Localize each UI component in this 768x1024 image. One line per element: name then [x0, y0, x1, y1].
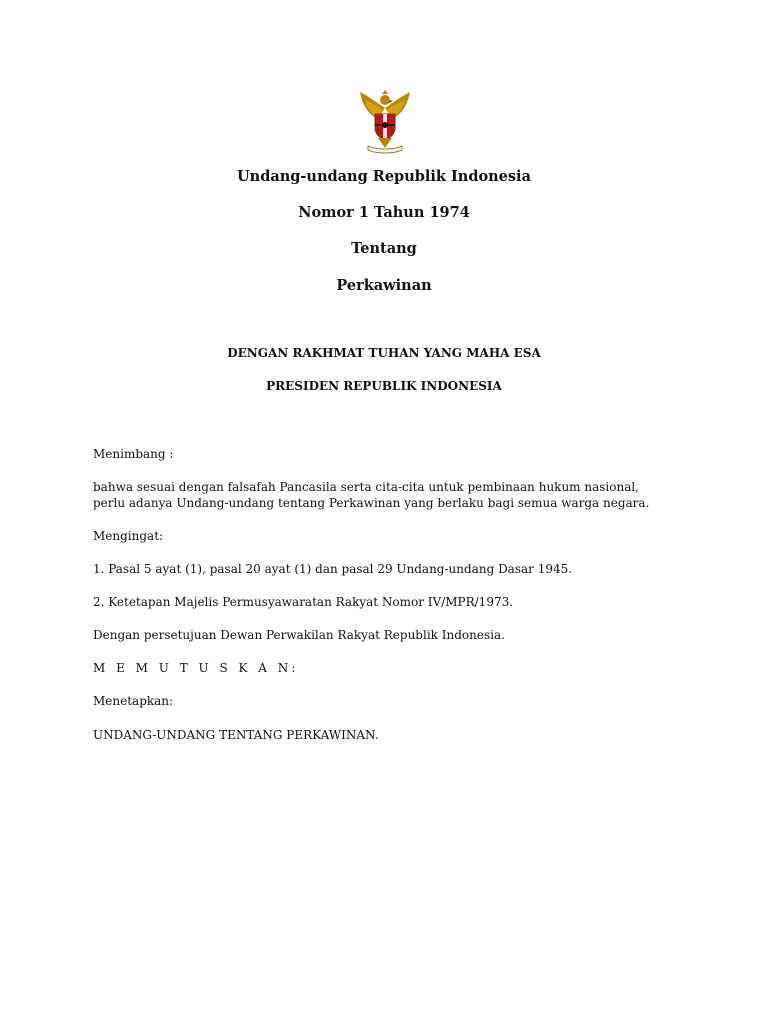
document-title: Undang-undang Republik Indonesia — [237, 168, 531, 185]
menimbang-line-2: perlu adanya Undang-undang tentang Perkawinan yang berlaku bagi semua warga negara. — [93, 496, 650, 510]
mengingat-item-1: 1. Pasal 5 ayat (1), pasal 20 ayat (1) dan pasal 29 Undang-undang Dasar 1945. — [93, 562, 573, 576]
mengingat-label: Mengingat: — [93, 529, 164, 543]
law-number: Nomor 1 Tahun 1974 — [298, 204, 470, 221]
menetapkan-label: Menetapkan: — [93, 694, 174, 708]
menimbang-label: Menimbang : — [93, 447, 174, 461]
law-subject: Perkawinan — [336, 277, 432, 294]
garuda-pancasila-emblem-icon — [354, 88, 416, 154]
preamble-line-1: DENGAN RAKHMAT TUHAN YANG MAHA ESA — [227, 346, 541, 360]
menimbang-line-1: bahwa sesuai dengan falsafah Pancasila serta cita-cita untuk pembinaan hukum nasional, — [93, 480, 639, 494]
persetujuan-text: Dengan persetujuan Dewan Perwakilan Rakyat Republik Indonesia. — [93, 628, 505, 642]
menetapkan-value: UNDANG-UNDANG TENTANG PERKAWINAN. — [93, 728, 379, 742]
mengingat-item-2: 2. Ketetapan Majelis Permusyawaratan Rakyat Nomor IV/MPR/1973. — [93, 595, 514, 609]
about-label: Tentang — [351, 240, 417, 257]
preamble-line-2: PRESIDEN REPUBLIK INDONESIA — [266, 379, 502, 393]
memutuskan-heading: M E M U T U S K A N: — [93, 661, 299, 675]
